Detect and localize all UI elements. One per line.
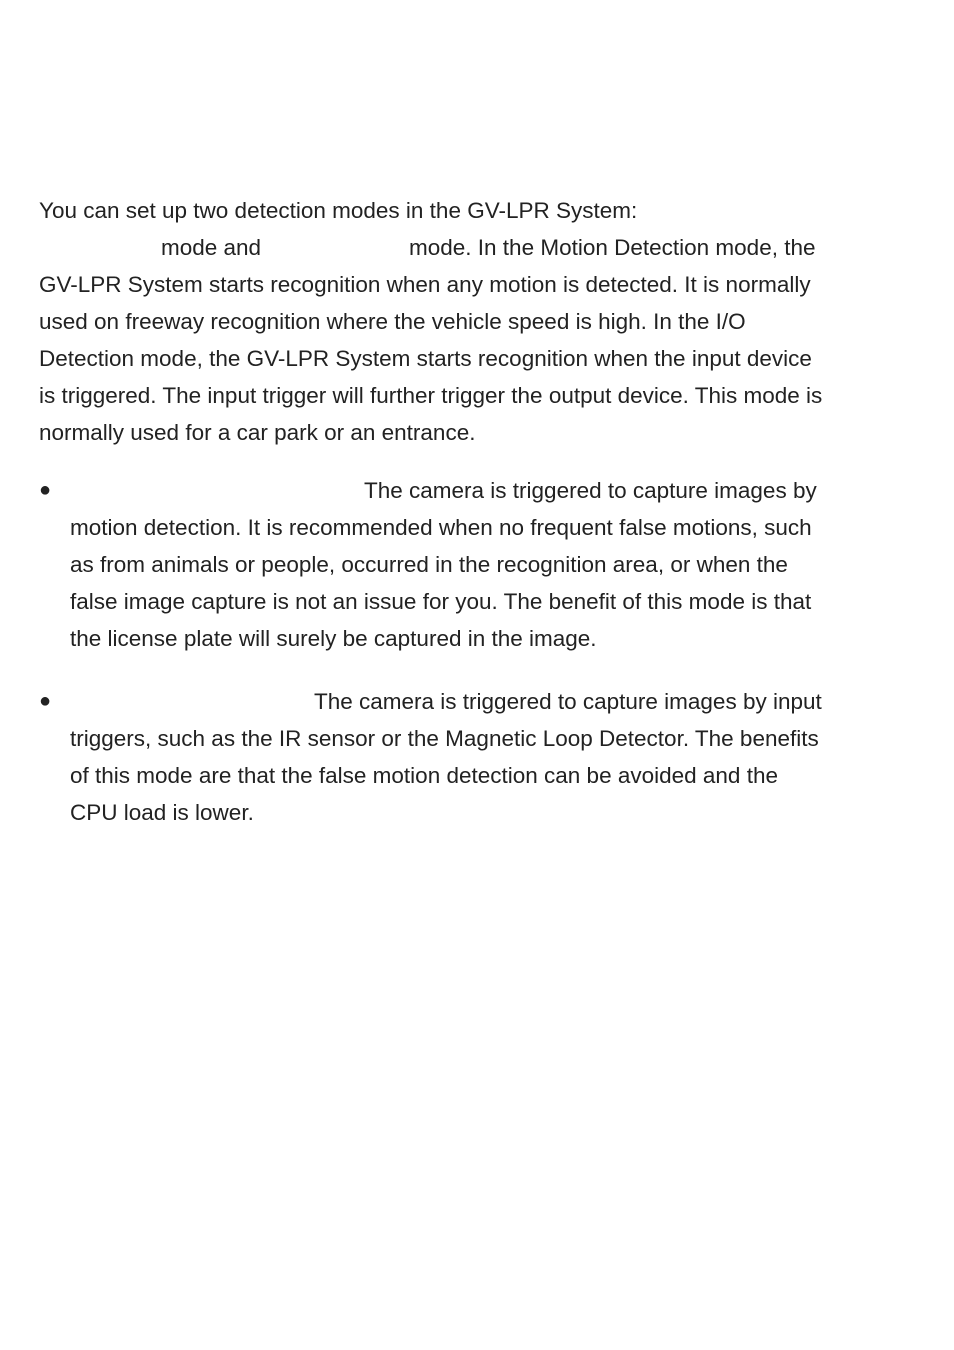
intro-line-5: Detection mode, the GV-LPR System starts recognition when the input device xyxy=(39,346,812,371)
intro-line-6: is triggered. The input trigger will further trigger the output device. This mode is xyxy=(39,383,823,408)
intro-line-2-part-2: mode. In the Motion Detection mode, the xyxy=(409,235,816,260)
intro-line-1: You can set up two detection modes in the GV-LPR System: xyxy=(39,198,638,223)
bullet-1-line-2: motion detection. It is recommended when no frequent false motions, such xyxy=(70,515,812,540)
intro-line-3: GV-LPR System starts recognition when any motion is detected. It is normally xyxy=(39,272,811,297)
bullet-1-line-5: the license plate will surely be captured in the image. xyxy=(70,626,597,651)
intro-line-4: used on freeway recognition where the vehicle speed is high. In the I/O xyxy=(39,309,746,334)
bullet-2-line-1: The camera is triggered to capture images by input xyxy=(314,689,822,714)
bullet-marker-2: ● xyxy=(39,690,52,712)
intro-line-7: normally used for a car park or an entrance. xyxy=(39,420,476,445)
bullet-2-line-3: of this mode are that the false motion detection can be avoided and the xyxy=(70,763,778,788)
intro-line-2-part-1: mode and xyxy=(161,235,262,260)
bullet-1-line-3: as from animals or people, occurred in the recognition area, or when the xyxy=(70,552,788,577)
bullet-1-line-4: false image capture is not an issue for you. The benefit of this mode is that xyxy=(70,589,812,614)
bullet-2-line-4: CPU load is lower. xyxy=(70,800,254,825)
bullet-marker-1: ● xyxy=(39,479,52,501)
bullet-1-line-1: The camera is triggered to capture images by xyxy=(364,478,817,503)
bullet-2-line-2: triggers, such as the IR sensor or the Magnetic Loop Detector. The benefits xyxy=(70,726,819,751)
